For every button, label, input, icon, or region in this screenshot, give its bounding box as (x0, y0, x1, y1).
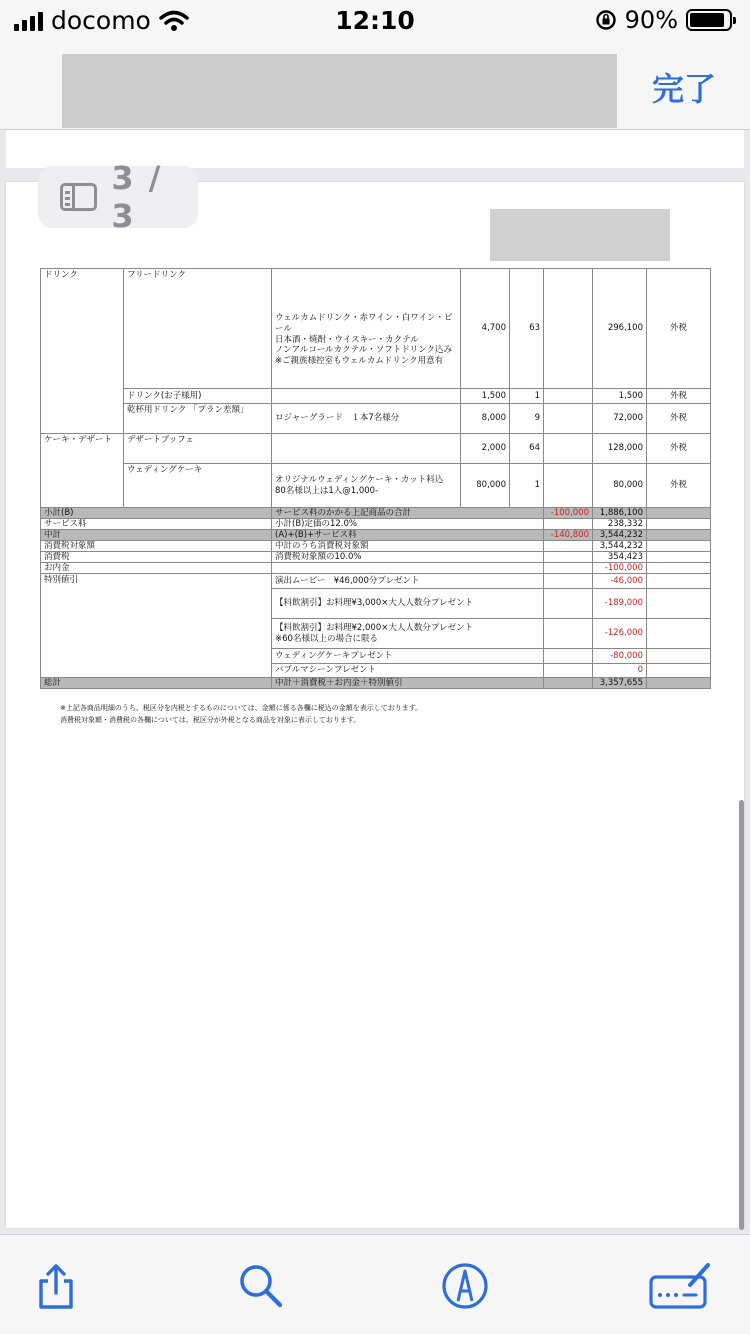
search-icon (236, 1261, 286, 1311)
done-button[interactable]: 完了 (652, 64, 716, 110)
special-discount-row: 特別値引 演出ムービー ¥46,000分プレゼント -46,000 (41, 574, 711, 589)
carrier-name: docomo (51, 6, 151, 35)
category-cell: ケーキ・デザート (41, 434, 124, 508)
item-desc (272, 389, 461, 404)
rotation-lock-icon (595, 9, 617, 31)
item-name: 乾杯用ドリンク 「プラン差額」 (124, 404, 272, 434)
navigation-bar (0, 42, 750, 130)
share-icon (31, 1261, 81, 1311)
table-row (41, 434, 711, 464)
discount-cell (544, 389, 593, 404)
sidebar-icon (60, 183, 97, 211)
item-name: デザートブッフェ (124, 434, 272, 464)
item-desc: オリジナルウェディングケーキ・カット料込 80名様以上は1人@1,000- (272, 464, 461, 508)
tax-type: 外税 (647, 269, 711, 389)
tax-type: 外税 (647, 404, 711, 434)
quantity: 63 (510, 269, 544, 389)
taxable-row: 消費税対象額 中計のうち消費税対象額 3,544,232 (41, 541, 711, 552)
unit-price: 1,500 (461, 389, 510, 404)
table-row (41, 269, 711, 389)
redacted-title (62, 54, 617, 128)
keyboard-pen-icon (648, 1261, 712, 1311)
discount-cell (544, 269, 593, 389)
amount: 80,000 (593, 464, 647, 508)
table-row (41, 464, 711, 508)
page-count: 3 / 3 (111, 159, 163, 235)
tax-type: 外税 (647, 464, 711, 508)
unit-price: 2,000 (461, 434, 510, 464)
item-desc (272, 434, 461, 464)
quantity: 9 (510, 404, 544, 434)
bottom-toolbar (0, 1234, 750, 1334)
amount: 296,100 (593, 269, 647, 389)
redacted-stamp (490, 209, 670, 261)
table-row (41, 404, 711, 434)
item-name: ウェディングケーキ (124, 464, 272, 508)
item-name: フリードリンク (124, 269, 272, 389)
special-discount-row: 【料飲割引】お料理¥2,000×大人人数分プレゼント ※60名様以上の場合に限る -126,000 (41, 619, 711, 649)
item-name: ドリンク(お子様用) (124, 389, 272, 404)
subtotal-row: 小計(B) サービス料のかかる上記商品の合計 -100,000 1,886,100 (41, 508, 711, 519)
page-indicator[interactable] (38, 159, 198, 235)
footnotes (60, 702, 422, 726)
search-button[interactable] (236, 1261, 286, 1311)
scroll-indicator[interactable] (739, 800, 744, 1230)
grand-total-row: 総計 中計＋消費税＋お内金＋特別値引 3,357,655 (41, 678, 711, 689)
amount: 1,500 (593, 389, 647, 404)
special-discount-row: バブルマシーンプレゼント 0 (41, 664, 711, 678)
quantity: 1 (510, 464, 544, 508)
unit-price: 8,000 (461, 404, 510, 434)
document-viewer[interactable] (0, 130, 750, 1234)
quantity: 64 (510, 434, 544, 464)
amount: 72,000 (593, 404, 647, 434)
category-cell: ドリンク (41, 269, 124, 434)
middle-total-row: 中計 (A)+(B)+サービス料 -140,800 3,544,232 (41, 530, 711, 541)
discount-cell (544, 434, 593, 464)
tax-type: 外税 (647, 389, 711, 404)
battery-percent: 90% (624, 6, 678, 34)
quantity: 1 (510, 389, 544, 404)
unit-price: 80,000 (461, 464, 510, 508)
table-row (41, 389, 711, 404)
discount-cell (544, 404, 593, 434)
item-desc: ロジャーグラード １本7名様分 (272, 404, 461, 434)
service-row: サービス料 小計(B)定価の12.0% 238,332 (41, 519, 711, 530)
footnote: 消費税対象額・消費税の各欄については、税区分が外税となる商品を対象に表示しております。 (60, 716, 361, 724)
footnote: ※上記各商品明細のうち、税区分を内税とするものについては、金額に係る各欄に税込の金額を表示しております。 (60, 704, 423, 712)
tax-type: 外税 (647, 434, 711, 464)
estimate-table (40, 268, 711, 689)
share-button[interactable] (31, 1261, 81, 1311)
unit-price: 4,700 (461, 269, 510, 389)
form-fill-button[interactable] (648, 1261, 712, 1311)
clock: 12:10 (335, 6, 415, 35)
status-right-group (595, 6, 732, 34)
special-discount-row: ウェディングケーキプレゼント -80,000 (41, 649, 711, 664)
battery-icon (686, 9, 732, 31)
special-discount-row: 【料飲割引】お料理¥3,000×大人人数分プレゼント -189,000 (41, 589, 711, 619)
discount-cell (544, 464, 593, 508)
tax-row: 消費税 消費税対象額の10.0% 354,423 (41, 552, 711, 563)
status-bar (0, 0, 750, 42)
markup-button[interactable] (440, 1261, 490, 1311)
item-desc: ウェルカムドリンク・赤ワイン・白ワイン・ビール 日本酒・焼酎・ウイスキー・カクテル ノンアルコールカクテル・ソフトドリンク込み ※ご親族様控室もウェルカムドリンク用意有 (272, 269, 461, 389)
amount: 128,000 (593, 434, 647, 464)
markup-pen-icon (440, 1261, 490, 1311)
pdf-page (6, 182, 744, 1228)
deposit-row: お内金 -100,000 (41, 563, 711, 574)
